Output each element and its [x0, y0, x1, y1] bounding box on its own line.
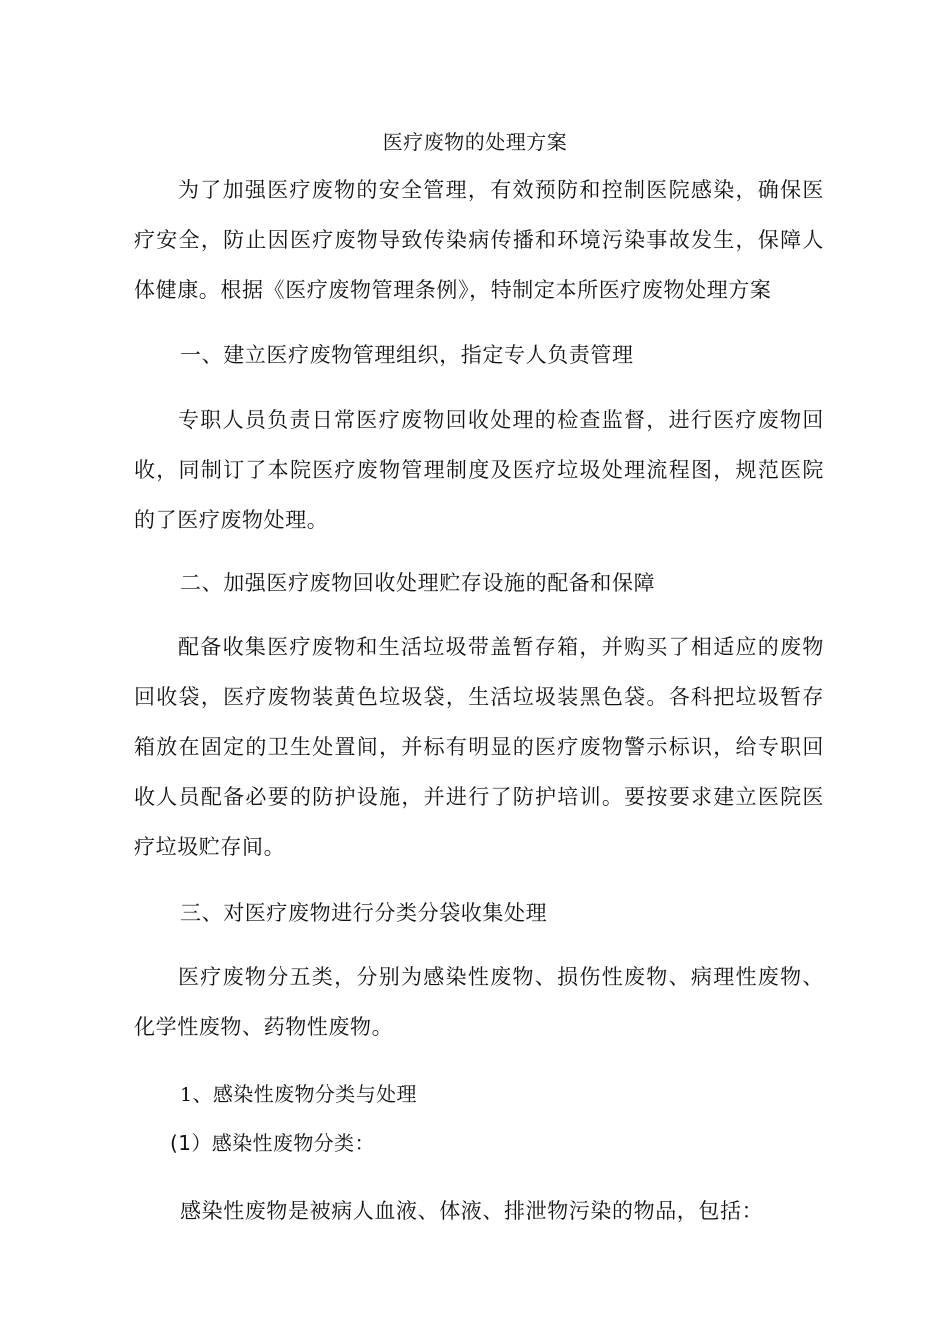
- subsection-label: 、感染性废物分类与处理: [192, 1082, 417, 1106]
- section-3-heading: 三、对医疗废物进行分类分袋收集处理: [180, 901, 548, 925]
- final-paragraph: 感染性废物是被病人血液、体液、排泄物污染的物品，包括：: [180, 1199, 764, 1223]
- section-1-body: 专职人员负责日常医疗废物回收处理的检查监督，进行医疗废物回收，同制订了本院医疗废物管理制度及医疗垃圾处理流程图，规范医院的了医疗废物处理。: [134, 408, 824, 532]
- item-heading: (1）感染性废物分类：: [170, 1131, 375, 1155]
- section-2-heading: 二、加强医疗废物回收处理贮存设施的配备和保障: [180, 571, 656, 595]
- section-3-body: 医疗废物分五类，分别为感染性废物、损伤性废物、病理性废物、化学性废物、药物性废物。: [134, 965, 824, 1039]
- subsection-heading: [180, 1079, 417, 1110]
- subsection-number: 1: [180, 1084, 193, 1106]
- intro-paragraph: 为了加强医疗废物的安全管理，有效预防和控制医院感染，确保医疗安全，防止因医疗废物导致传染病传播和环境污染事故发生，保障人体健康。根据《医疗废物管理条例》，特制定本所医疗废物处理方案: [134, 178, 824, 302]
- document-title: 医疗废物的处理方案: [382, 130, 568, 154]
- section-2-body: 配备收集医疗废物和生活垃圾带盖暂存箱，并购买了相适应的废物回收袋，医疗废物装黄色垃圾袋，生活垃圾装黑色袋。各科把垃圾暂存箱放在固定的卫生处置间，并标有明显的医疗废物警示标识，给专职回收人员配备必要的防护设施，并进行了防护培训。要按要求建立医院医疗垃圾贮存间。: [134, 635, 824, 859]
- section-1-heading: 一、建立医疗废物管理组织，指定专人负责管理: [180, 343, 634, 367]
